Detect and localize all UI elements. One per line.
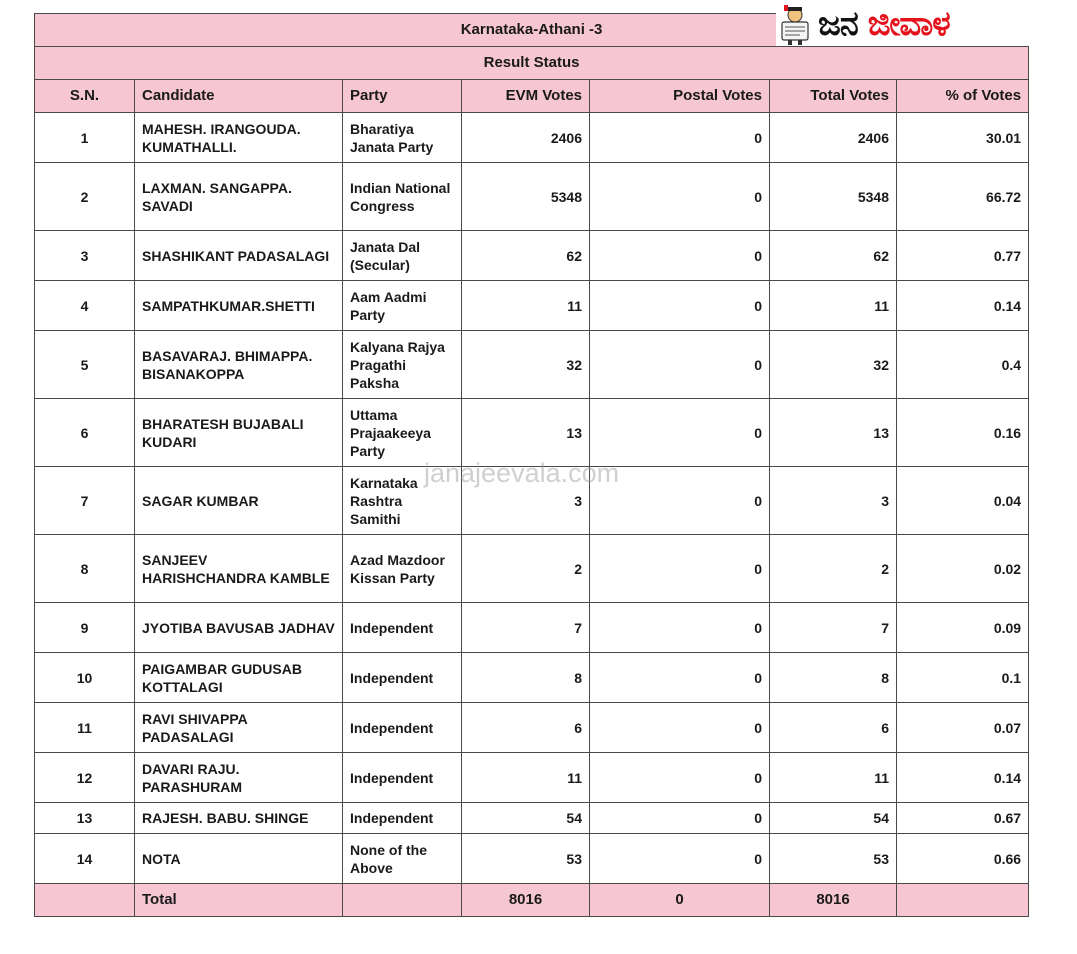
- cell-sn: 4: [35, 281, 135, 331]
- table-row: [35, 113, 1029, 163]
- logo-text-jeevala: ಜೀವಾಳ: [867, 4, 950, 44]
- cell-pct-votes: 0.04: [897, 467, 1029, 535]
- cell-evm-votes: 53: [462, 834, 590, 884]
- cell-total-votes: 2406: [770, 113, 897, 163]
- total-row: [35, 884, 1029, 917]
- cell-postal-votes: 0: [590, 834, 770, 884]
- cell-party: Indian National Congress: [343, 163, 462, 231]
- cell-party: Aam Aadmi Party: [343, 281, 462, 331]
- cell-party: Azad Mazdoor Kissan Party: [343, 535, 462, 603]
- cell-party: Independent: [343, 653, 462, 703]
- cell-postal-votes: 0: [590, 703, 770, 753]
- cell-total-votes: 2: [770, 535, 897, 603]
- cell-evm-votes: 54: [462, 803, 590, 834]
- cell-party: Independent: [343, 753, 462, 803]
- cell-pct-votes: 0.77: [897, 231, 1029, 281]
- cell-evm-votes: 62: [462, 231, 590, 281]
- cell-sn: 1: [35, 113, 135, 163]
- cell-party: Independent: [343, 703, 462, 753]
- cell-total-votes: 53: [770, 834, 897, 884]
- cell-candidate: NOTA: [135, 834, 343, 884]
- cell-party: Janata Dal (Secular): [343, 231, 462, 281]
- cell-pct-votes: 0.07: [897, 703, 1029, 753]
- column-headers: [35, 80, 1029, 113]
- cell-candidate: SANJEEV HARISHCHANDRA KAMBLE: [135, 535, 343, 603]
- cell-candidate: RAVI SHIVAPPA PADASALAGI: [135, 703, 343, 753]
- cell-evm-votes: 11: [462, 753, 590, 803]
- cell-candidate: LAXMAN. SANGAPPA. SAVADI: [135, 163, 343, 231]
- total-evm-votes: 8016: [462, 884, 590, 917]
- header-candidate: Candidate: [135, 80, 343, 113]
- cell-party: Independent: [343, 603, 462, 653]
- cell-pct-votes: 0.14: [897, 753, 1029, 803]
- cell-evm-votes: 13: [462, 399, 590, 467]
- cell-postal-votes: 0: [590, 603, 770, 653]
- site-logo: [776, 2, 1072, 46]
- cell-postal-votes: 0: [590, 281, 770, 331]
- table-row: [35, 834, 1029, 884]
- cell-candidate: PAIGAMBAR GUDUSAB KOTTALAGI: [135, 653, 343, 703]
- cell-total-votes: 5348: [770, 163, 897, 231]
- cell-pct-votes: 0.16: [897, 399, 1029, 467]
- cell-evm-votes: 7: [462, 603, 590, 653]
- table-row: [35, 653, 1029, 703]
- cell-pct-votes: 66.72: [897, 163, 1029, 231]
- cell-candidate: RAJESH. BABU. SHINGE: [135, 803, 343, 834]
- cell-party: Karnataka Rashtra Samithi: [343, 467, 462, 535]
- cell-postal-votes: 0: [590, 803, 770, 834]
- cell-candidate: SHASHIKANT PADASALAGI: [135, 231, 343, 281]
- cell-sn: 9: [35, 603, 135, 653]
- cell-total-votes: 32: [770, 331, 897, 399]
- newspaper-mascot-icon: [776, 3, 814, 45]
- header-total-votes: Total Votes: [770, 80, 897, 113]
- cell-pct-votes: 0.67: [897, 803, 1029, 834]
- cell-total-votes: 62: [770, 231, 897, 281]
- total-postal-votes: 0: [590, 884, 770, 917]
- cell-candidate: MAHESH. IRANGOUDA. KUMATHALLI.: [135, 113, 343, 163]
- cell-evm-votes: 8: [462, 653, 590, 703]
- cell-evm-votes: 5348: [462, 163, 590, 231]
- cell-total-votes: 7: [770, 603, 897, 653]
- cell-evm-votes: 32: [462, 331, 590, 399]
- table-row: [35, 535, 1029, 603]
- cell-postal-votes: 0: [590, 535, 770, 603]
- cell-sn: 12: [35, 753, 135, 803]
- cell-sn: 5: [35, 331, 135, 399]
- cell-candidate: JYOTIBA BAVUSAB JADHAV: [135, 603, 343, 653]
- table-row: [35, 803, 1029, 834]
- cell-total-votes: 6: [770, 703, 897, 753]
- header-sn: S.N.: [35, 80, 135, 113]
- table-title: Karnataka-Athani -3: [35, 14, 1029, 47]
- table-row: [35, 163, 1029, 231]
- total-sn-empty: [35, 884, 135, 917]
- cell-postal-votes: 0: [590, 113, 770, 163]
- cell-candidate: SAMPATHKUMAR.SHETTI: [135, 281, 343, 331]
- table-row: [35, 467, 1029, 535]
- cell-candidate: SAGAR KUMBAR: [135, 467, 343, 535]
- cell-evm-votes: 3: [462, 467, 590, 535]
- table-row: [35, 231, 1029, 281]
- logo-text-jana: ಜನ: [818, 4, 858, 44]
- table-row: [35, 331, 1029, 399]
- cell-sn: 8: [35, 535, 135, 603]
- header-party: Party: [343, 80, 462, 113]
- table-row: [35, 753, 1029, 803]
- cell-postal-votes: 0: [590, 753, 770, 803]
- cell-sn: 11: [35, 703, 135, 753]
- cell-total-votes: 13: [770, 399, 897, 467]
- table-row: [35, 603, 1029, 653]
- cell-candidate: BASAVARAJ. BHIMAPPA. BISANAKOPPA: [135, 331, 343, 399]
- cell-candidate: DAVARI RAJU. PARASHURAM: [135, 753, 343, 803]
- cell-party: None of the Above: [343, 834, 462, 884]
- cell-total-votes: 54: [770, 803, 897, 834]
- cell-sn: 6: [35, 399, 135, 467]
- cell-pct-votes: 0.66: [897, 834, 1029, 884]
- header-pct-votes: % of Votes: [897, 80, 1029, 113]
- cell-total-votes: 3: [770, 467, 897, 535]
- total-pct-empty: [897, 884, 1029, 917]
- table-row: [35, 703, 1029, 753]
- cell-evm-votes: 2406: [462, 113, 590, 163]
- cell-pct-votes: 0.14: [897, 281, 1029, 331]
- result-status-heading: Result Status: [35, 47, 1029, 80]
- cell-pct-votes: 30.01: [897, 113, 1029, 163]
- cell-pct-votes: 0.1: [897, 653, 1029, 703]
- cell-pct-votes: 0.4: [897, 331, 1029, 399]
- cell-total-votes: 8: [770, 653, 897, 703]
- total-label: Total: [135, 884, 343, 917]
- total-total-votes: 8016: [770, 884, 897, 917]
- cell-party: Bharatiya Janata Party: [343, 113, 462, 163]
- cell-sn: 3: [35, 231, 135, 281]
- cell-sn: 7: [35, 467, 135, 535]
- cell-evm-votes: 11: [462, 281, 590, 331]
- header-evm-votes: EVM Votes: [462, 80, 590, 113]
- cell-postal-votes: 0: [590, 231, 770, 281]
- cell-postal-votes: 0: [590, 331, 770, 399]
- cell-postal-votes: 0: [590, 163, 770, 231]
- total-party-empty: [343, 884, 462, 917]
- table-row: [35, 399, 1029, 467]
- table-row: [35, 281, 1029, 331]
- cell-evm-votes: 6: [462, 703, 590, 753]
- cell-party: Uttama Prajaakeeya Party: [343, 399, 462, 467]
- cell-sn: 2: [35, 163, 135, 231]
- cell-postal-votes: 0: [590, 653, 770, 703]
- cell-sn: 14: [35, 834, 135, 884]
- cell-candidate: BHARATESH BUJABALI KUDARI: [135, 399, 343, 467]
- cell-total-votes: 11: [770, 753, 897, 803]
- cell-evm-votes: 2: [462, 535, 590, 603]
- cell-sn: 13: [35, 803, 135, 834]
- cell-postal-votes: 0: [590, 399, 770, 467]
- cell-party: Kalyana Rajya Pragathi Paksha: [343, 331, 462, 399]
- cell-party: Independent: [343, 803, 462, 834]
- results-table: [34, 13, 1029, 917]
- cell-sn: 10: [35, 653, 135, 703]
- header-postal-votes: Postal Votes: [590, 80, 770, 113]
- watermark-text: janajeevala.com: [424, 458, 620, 488]
- cell-pct-votes: 0.02: [897, 535, 1029, 603]
- cell-total-votes: 11: [770, 281, 897, 331]
- cell-postal-votes: 0: [590, 467, 770, 535]
- cell-pct-votes: 0.09: [897, 603, 1029, 653]
